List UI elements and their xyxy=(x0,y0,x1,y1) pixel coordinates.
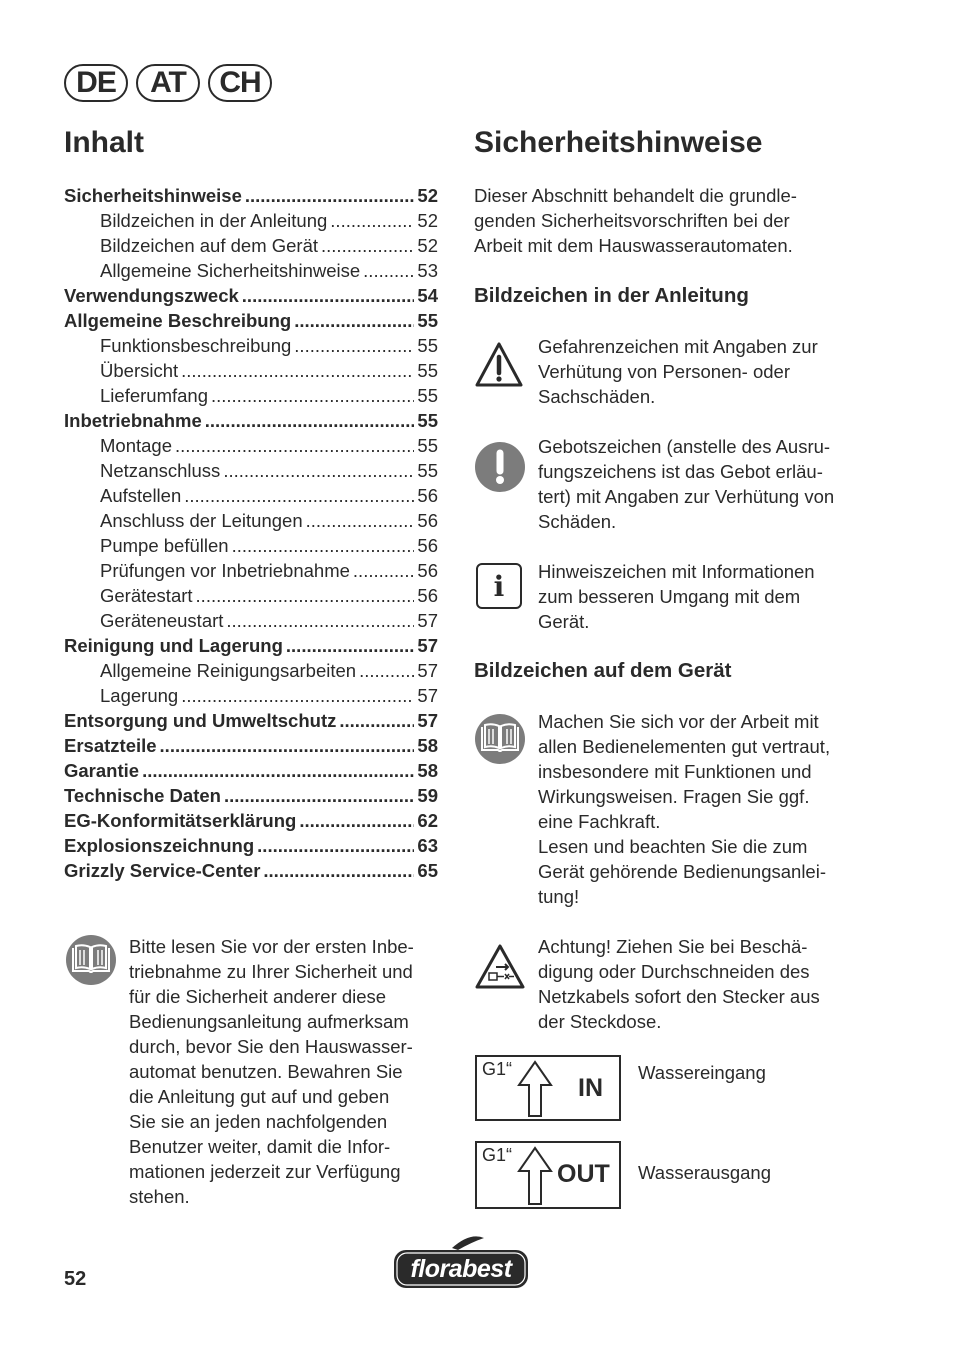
toc-entry-page: 56 xyxy=(417,585,438,606)
info-description xyxy=(538,559,868,634)
toc-entry-label: Allgemeine Reinigungsarbeiten xyxy=(100,660,357,681)
arrow-up-icon xyxy=(517,1146,553,1206)
toc-entry xyxy=(64,733,438,758)
toc-leader-dots xyxy=(359,658,414,683)
toc-leader-dots xyxy=(205,408,415,433)
toc-entry-label: Technische Daten xyxy=(64,785,221,806)
safety-intro-line: Dieser Abschnitt behandelt die grundle- xyxy=(474,185,797,206)
toc-entry xyxy=(64,683,438,708)
toc-entry-page: 55 xyxy=(417,435,438,456)
toc-entry-label: Übersicht xyxy=(100,360,179,381)
toc-entry xyxy=(64,283,438,308)
toc-entry xyxy=(64,633,438,658)
safety-intro xyxy=(474,183,874,258)
toc-entry xyxy=(64,533,438,558)
toc-entry xyxy=(64,258,438,283)
toc-entry xyxy=(64,433,438,458)
command-line: Schäden. xyxy=(538,511,617,532)
toc-leader-dots xyxy=(299,808,414,833)
table-of-contents xyxy=(64,183,438,883)
water-inlet-pictogram xyxy=(475,1055,621,1121)
toc-leader-dots xyxy=(339,708,414,733)
info-line: zum besseren Umgang mit dem xyxy=(538,586,801,607)
toc-entry-page: 57 xyxy=(417,710,438,731)
toc-entry xyxy=(64,308,438,333)
toc-leader-dots xyxy=(245,183,415,208)
toc-entry-page: 56 xyxy=(417,485,438,506)
arrow-up-icon xyxy=(517,1060,553,1118)
outlet-thread-label: G1“ xyxy=(482,1145,513,1165)
read-notice-line: stehen. xyxy=(129,1186,190,1207)
toc-entry-label: Anschluss der Leitungen xyxy=(100,510,303,531)
book-line: Lesen und beachten Sie die zum xyxy=(538,836,808,857)
toc-entry xyxy=(64,233,438,258)
read-notice-text xyxy=(129,934,449,1209)
read-notice-line: Benutzer weiter, damit die Infor- xyxy=(129,1136,391,1157)
inlet-word: IN xyxy=(578,1074,603,1102)
toc-leader-dots xyxy=(196,583,415,608)
read-notice-line: für die Sicherheit anderer diese xyxy=(129,986,387,1007)
toc-entry xyxy=(64,658,438,683)
toc-leader-dots xyxy=(184,483,414,508)
toc-entry xyxy=(64,483,438,508)
toc-entry-page: 54 xyxy=(417,285,438,306)
command-exclamation-icon xyxy=(475,442,525,492)
outlet-word: OUT xyxy=(557,1160,610,1188)
florabest-logo xyxy=(392,1234,530,1290)
toc-leader-dots xyxy=(223,458,414,483)
toc-leader-dots xyxy=(294,333,414,358)
toc-leader-dots xyxy=(330,208,414,233)
toc-entry-page: 59 xyxy=(417,785,438,806)
toc-entry xyxy=(64,708,438,733)
toc-entry xyxy=(64,558,438,583)
toc-entry xyxy=(64,358,438,383)
toc-entry-label: Prüfungen vor Inbetriebnahme xyxy=(100,560,350,581)
book-line: Machen Sie sich vor der Arbeit mit xyxy=(538,711,819,732)
toc-entry xyxy=(64,858,438,883)
toc-leader-dots xyxy=(142,758,414,783)
brand-wordmark: florabest xyxy=(410,1255,512,1283)
lang-tag-de: DE xyxy=(64,64,128,102)
toc-entry-page: 55 xyxy=(417,460,438,481)
toc-entry-page: 55 xyxy=(417,360,438,381)
toc-entry-page: 57 xyxy=(417,660,438,681)
toc-entry-page: 57 xyxy=(417,635,438,656)
toc-entry-label: Inbetriebnahme xyxy=(64,410,202,431)
read-notice-line: durch, bevor Sie den Hauswasser- xyxy=(129,1036,413,1057)
warning-line: Verhütung von Personen- oder xyxy=(538,361,790,382)
toc-entry xyxy=(64,608,438,633)
read-manual-book-icon xyxy=(66,935,116,985)
toc-entry-label: Ersatzteile xyxy=(64,735,157,756)
cable-warning-icon xyxy=(474,942,526,997)
toc-entry-label: Gerätestart xyxy=(100,585,193,606)
safety-intro-line: Arbeit mit dem Hauswasserautomaten. xyxy=(474,235,793,256)
toc-leader-dots xyxy=(232,533,415,558)
toc-leader-dots xyxy=(175,433,414,458)
page-number: 52 xyxy=(64,1268,87,1290)
book-line: tung! xyxy=(538,886,580,907)
toc-entry-page: 55 xyxy=(417,410,438,431)
toc-entry-label: Allgemeine Beschreibung xyxy=(64,310,292,331)
toc-entry-page: 55 xyxy=(417,385,438,406)
warning-description xyxy=(538,334,868,409)
lang-tag-at: AT xyxy=(136,64,200,102)
toc-leader-dots xyxy=(286,633,415,658)
safety-title: Sicherheitshinweise xyxy=(474,126,763,159)
lang-tag-ch: CH xyxy=(208,64,272,102)
command-line: fungszeichens ist das Gebot erläu- xyxy=(538,461,823,482)
toc-entry-label: Allgemeine Sicherheitshinweise xyxy=(100,260,361,281)
inlet-thread-label: G1“ xyxy=(482,1059,513,1079)
read-notice-line: automat benutzen. Bewahren Sie xyxy=(129,1061,403,1082)
toc-entry xyxy=(64,808,438,833)
book-line: insbesondere mit Funktionen und xyxy=(538,761,812,782)
toc-entry-page: 55 xyxy=(417,335,438,356)
toc-entry xyxy=(64,183,438,208)
command-line: Gebotszeichen (anstelle des Ausru- xyxy=(538,436,831,457)
read-notice-line: Sie sie an jeden nachfolgenden xyxy=(129,1111,388,1132)
toc-entry-page: 57 xyxy=(417,610,438,631)
toc-entry-label: Sicherheitshinweise xyxy=(64,185,242,206)
toc-leader-dots xyxy=(181,683,414,708)
toc-entry-label: Pumpe befüllen xyxy=(100,535,229,556)
toc-entry-page: 65 xyxy=(417,860,438,881)
toc-leader-dots xyxy=(224,783,414,808)
toc-entry-label: Lieferumfang xyxy=(100,385,208,406)
toc-entry-label: Lagerung xyxy=(100,685,179,706)
toc-entry-page: 57 xyxy=(417,685,438,706)
toc-entry-page: 55 xyxy=(417,310,438,331)
toc-leader-dots xyxy=(257,833,414,858)
toc-entry-label: Verwendungszweck xyxy=(64,285,239,306)
info-line: Hinweiszeichen mit Informationen xyxy=(538,561,815,582)
cable-warning-line: Netzkabels sofort den Stecker aus xyxy=(538,986,820,1007)
toc-entry-label: Netzanschluss xyxy=(100,460,221,481)
toc-entry xyxy=(64,333,438,358)
toc-entry-label: Garantie xyxy=(64,760,140,781)
toc-entry xyxy=(64,408,438,433)
toc-entry-label: Aufstellen xyxy=(100,485,182,506)
command-line: tert) mit Angaben zur Verhütung von xyxy=(538,486,835,507)
toc-entry-label: EG-Konformitätserklärung xyxy=(64,810,297,831)
toc-leader-dots xyxy=(263,858,414,883)
warning-line: Sachschäden. xyxy=(538,386,656,407)
toc-entry xyxy=(64,458,438,483)
toc-leader-dots xyxy=(363,258,414,283)
toc-entry-page: 52 xyxy=(417,235,438,256)
warning-line: Gefahrenzeichen mit Angaben zur xyxy=(538,336,818,357)
toc-leader-dots xyxy=(306,508,415,533)
toc-entry-label: Bildzeichen auf dem Gerät xyxy=(100,235,319,256)
toc-entry-label: Funktionsbeschreibung xyxy=(100,335,292,356)
read-notice-line: mationen jederzeit zur Verfügung xyxy=(129,1161,401,1182)
toc-leader-dots xyxy=(353,558,415,583)
toc-leader-dots xyxy=(294,308,414,333)
book-line: allen Bedienelementen gut vertraut, xyxy=(538,736,831,757)
cable-warning-line: der Steckdose. xyxy=(538,1011,662,1032)
manual-symbols-heading: Bildzeichen in der Anleitung xyxy=(474,284,749,307)
book-icon xyxy=(475,714,525,764)
book-description xyxy=(538,709,878,909)
cable-warning-line: digung oder Durchschneiden des xyxy=(538,961,810,982)
water-outlet-pictogram xyxy=(475,1141,621,1209)
cable-warning-description xyxy=(538,934,878,1034)
safety-intro-line: genden Sicherheitsvorschriften bei der xyxy=(474,210,790,231)
outlet-label: Wasserausgang xyxy=(638,1162,771,1183)
toc-entry-page: 62 xyxy=(417,810,438,831)
toc-leader-dots xyxy=(160,733,415,758)
toc-entry-label: Entsorgung und Umweltschutz xyxy=(64,710,337,731)
toc-entry xyxy=(64,383,438,408)
read-notice-line: triebnahme zu Ihrer Sicherheit und xyxy=(129,961,413,982)
info-icon: i xyxy=(476,563,522,609)
read-notice-line: die Anleitung gut auf und geben xyxy=(129,1086,390,1107)
toc-entry-page: 52 xyxy=(417,210,438,231)
toc-entry-label: Reinigung und Lagerung xyxy=(64,635,283,656)
toc-entry-page: 56 xyxy=(417,560,438,581)
toc-entry xyxy=(64,833,438,858)
book-line: eine Fachkraft. xyxy=(538,811,661,832)
toc-title: Inhalt xyxy=(64,126,144,159)
command-description xyxy=(538,434,878,534)
toc-entry-page: 63 xyxy=(417,835,438,856)
warning-triangle-icon xyxy=(474,340,524,395)
toc-entry-label: Explosionszeichnung xyxy=(64,835,255,856)
toc-entry xyxy=(64,208,438,233)
cable-warning-line: Achtung! Ziehen Sie bei Beschä- xyxy=(538,936,808,957)
toc-entry-page: 58 xyxy=(417,760,438,781)
toc-entry xyxy=(64,758,438,783)
language-tags xyxy=(64,64,272,102)
toc-entry-page: 58 xyxy=(417,735,438,756)
toc-leader-dots xyxy=(181,358,414,383)
toc-leader-dots xyxy=(226,608,414,633)
book-line: Gerät gehörende Bedienungsanlei- xyxy=(538,861,826,882)
inlet-label: Wassereingang xyxy=(638,1062,766,1083)
toc-entry-page: 56 xyxy=(417,510,438,531)
read-notice-line: Bedienungsanleitung aufmerksam xyxy=(129,1011,409,1032)
toc-leader-dots xyxy=(242,283,415,308)
toc-entry-page: 53 xyxy=(417,260,438,281)
toc-entry-label: Montage xyxy=(100,435,172,456)
toc-entry xyxy=(64,508,438,533)
toc-leader-dots xyxy=(321,233,414,258)
toc-entry xyxy=(64,783,438,808)
book-line: Wirkungsweisen. Fragen Sie ggf. xyxy=(538,786,810,807)
toc-leader-dots xyxy=(211,383,414,408)
toc-entry-label: Geräteneustart xyxy=(100,610,224,631)
read-notice-line: Bitte lesen Sie vor der ersten Inbe- xyxy=(129,936,414,957)
toc-entry xyxy=(64,583,438,608)
toc-entry-page: 52 xyxy=(417,185,438,206)
info-line: Gerät. xyxy=(538,611,590,632)
toc-entry-page: 56 xyxy=(417,535,438,556)
device-symbols-heading: Bildzeichen auf dem Gerät xyxy=(474,659,732,682)
toc-entry-label: Grizzly Service-Center xyxy=(64,860,261,881)
toc-entry-label: Bildzeichen in der Anleitung xyxy=(100,210,328,231)
